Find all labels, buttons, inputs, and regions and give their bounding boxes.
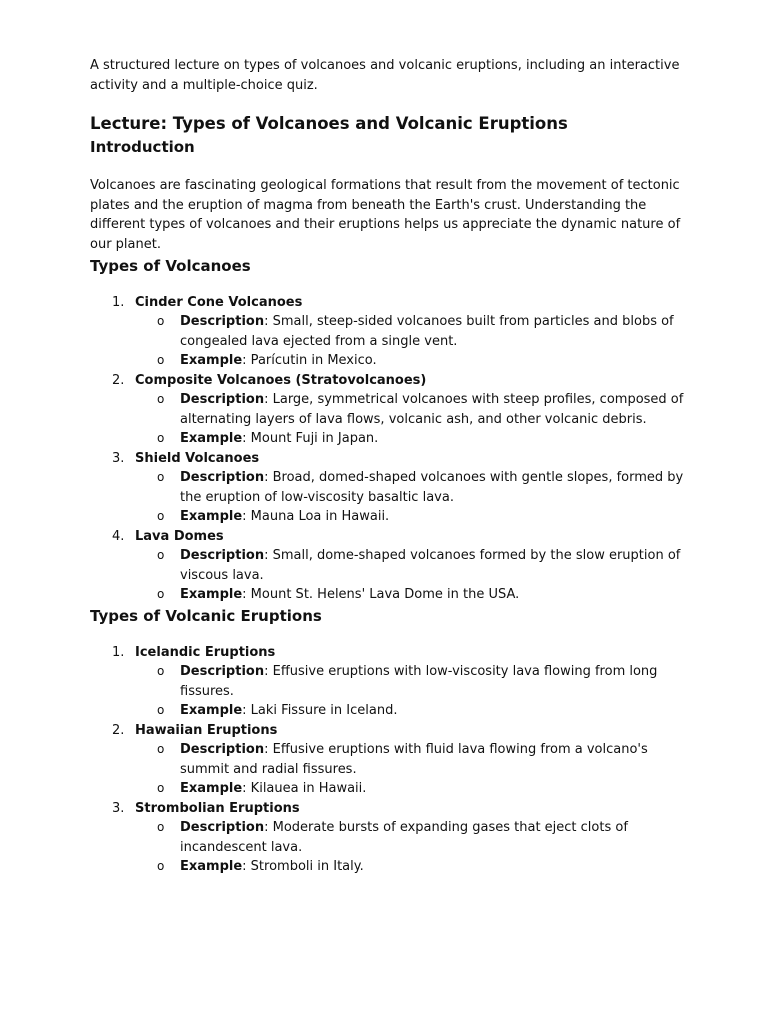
list-item-title: Lava Domes: [135, 528, 224, 544]
bullet-icon: o: [157, 587, 165, 602]
list-item: [90, 721, 688, 799]
list-number: 1.: [112, 294, 125, 310]
sub-list: [135, 818, 688, 877]
list-item: [90, 643, 688, 721]
sub-list-item: [135, 779, 688, 799]
volcano-types-heading: Types of Volcanoes: [90, 256, 251, 275]
sub-list-item: [135, 390, 688, 429]
example-label: Example: [180, 353, 243, 369]
bullet-icon: o: [157, 781, 165, 796]
list-number: 2.: [112, 372, 125, 388]
description-text: : Broad, domed-shaped volcanoes with gentle slopes, formed by the eruption of low-viscosity basaltic lava.: [180, 470, 684, 505]
list-item: [90, 449, 688, 527]
sub-list: [135, 662, 688, 721]
sub-list-item: [135, 312, 688, 351]
page-title: Lecture: Types of Volcanoes and Volcanic Eruptions: [90, 114, 568, 133]
description-text: : Large, symmetrical volcanoes with steep profiles, composed of alternating layers of lava flows, volcanic ash, and other volcanic debris.: [180, 392, 684, 427]
bullet-icon: o: [157, 703, 165, 718]
sub-list-item: [135, 429, 688, 449]
list-item-title: Shield Volcanoes: [135, 450, 260, 466]
sub-list-item: [135, 818, 688, 857]
description-label: Description: [180, 664, 265, 680]
description-label: Description: [180, 392, 265, 408]
sub-list-item: [135, 546, 688, 585]
example-label: Example: [180, 781, 243, 797]
list-item-title: Hawaiian Eruptions: [135, 722, 278, 738]
list-number: 4.: [112, 528, 125, 544]
example-text: : Laki Fissure in Iceland.: [242, 703, 398, 719]
list-number: 1.: [112, 644, 125, 660]
bullet-icon: o: [157, 353, 165, 368]
bullet-icon: o: [157, 820, 165, 835]
volcano-types-list: [90, 293, 688, 605]
list-item-title: Icelandic Eruptions: [135, 644, 276, 660]
list-item: [90, 371, 688, 449]
sub-list-item: [135, 857, 688, 877]
list-number: 3.: [112, 800, 125, 816]
sub-list-item: [135, 507, 688, 527]
example-label: Example: [180, 509, 243, 525]
bullet-icon: o: [157, 742, 165, 757]
bullet-icon: o: [157, 431, 165, 446]
list-item-title: Cinder Cone Volcanoes: [135, 294, 303, 310]
sub-list-item: [135, 468, 688, 507]
summary-text: A structured lecture on types of volcanoes and volcanic eruptions, including an interactive activity and a multiple-choice quiz.: [90, 58, 680, 93]
description-label: Description: [180, 820, 265, 836]
example-text: : Mount Fuji in Japan.: [242, 431, 379, 447]
list-item: [90, 527, 688, 605]
description-label: Description: [180, 548, 265, 564]
introduction-text: Volcanoes are fascinating geological formations that result from the movement of tectonic plates and the eruption of magma from beneath the Earth's crust. Understanding the different types of volcanoes and their eruptions helps us appreciate the dynamic nature of our planet.: [90, 178, 681, 253]
bullet-icon: o: [157, 470, 165, 485]
sub-list: [135, 312, 688, 371]
example-text: : Stromboli in Italy.: [242, 859, 364, 875]
example-label: Example: [180, 859, 243, 875]
sub-list-item: [135, 351, 688, 371]
sub-list: [135, 740, 688, 799]
bullet-icon: o: [157, 392, 165, 407]
list-item-title: Strombolian Eruptions: [135, 800, 300, 816]
description-text: : Effusive eruptions with low-viscosity lava flowing from long fissures.: [180, 664, 658, 699]
example-label: Example: [180, 587, 243, 603]
example-text: : Mauna Loa in Hawaii.: [242, 509, 390, 525]
bullet-icon: o: [157, 548, 165, 563]
list-item: [90, 799, 688, 877]
bullet-icon: o: [157, 314, 165, 329]
sub-list-item: [135, 740, 688, 779]
sub-list: [135, 546, 688, 605]
bullet-icon: o: [157, 859, 165, 874]
list-item-title: Composite Volcanoes (Stratovolcanoes): [135, 372, 427, 388]
description-text: : Moderate bursts of expanding gases that eject clots of incandescent lava.: [180, 820, 628, 855]
list-number: 3.: [112, 450, 125, 466]
sub-list-item: [135, 585, 688, 605]
description-text: : Small, dome-shaped volcanoes formed by the slow eruption of viscous lava.: [180, 548, 681, 583]
sub-list-item: [135, 662, 688, 701]
example-text: : Parícutin in Mexico.: [242, 353, 377, 369]
description-label: Description: [180, 470, 265, 486]
sub-list: [135, 468, 688, 527]
description-label: Description: [180, 314, 265, 330]
example-label: Example: [180, 431, 243, 447]
list-number: 2.: [112, 722, 125, 738]
introduction-heading: Introduction: [90, 138, 195, 156]
description-text: : Effusive eruptions with fluid lava flowing from a volcano's summit and radial fissures.: [180, 742, 648, 777]
eruption-types-list: [90, 643, 688, 877]
example-text: : Kilauea in Hawaii.: [242, 781, 367, 797]
sub-list: [135, 390, 688, 449]
list-item: [90, 293, 688, 371]
description-label: Description: [180, 742, 265, 758]
eruption-types-heading: Types of Volcanic Eruptions: [90, 606, 322, 625]
example-label: Example: [180, 703, 243, 719]
bullet-icon: o: [157, 509, 165, 524]
bullet-icon: o: [157, 664, 165, 679]
sub-list-item: [135, 701, 688, 721]
example-text: : Mount St. Helens' Lava Dome in the USA.: [242, 587, 520, 603]
description-text: : Small, steep-sided volcanoes built from particles and blobs of congealed lava ejected from a single vent.: [180, 314, 674, 349]
